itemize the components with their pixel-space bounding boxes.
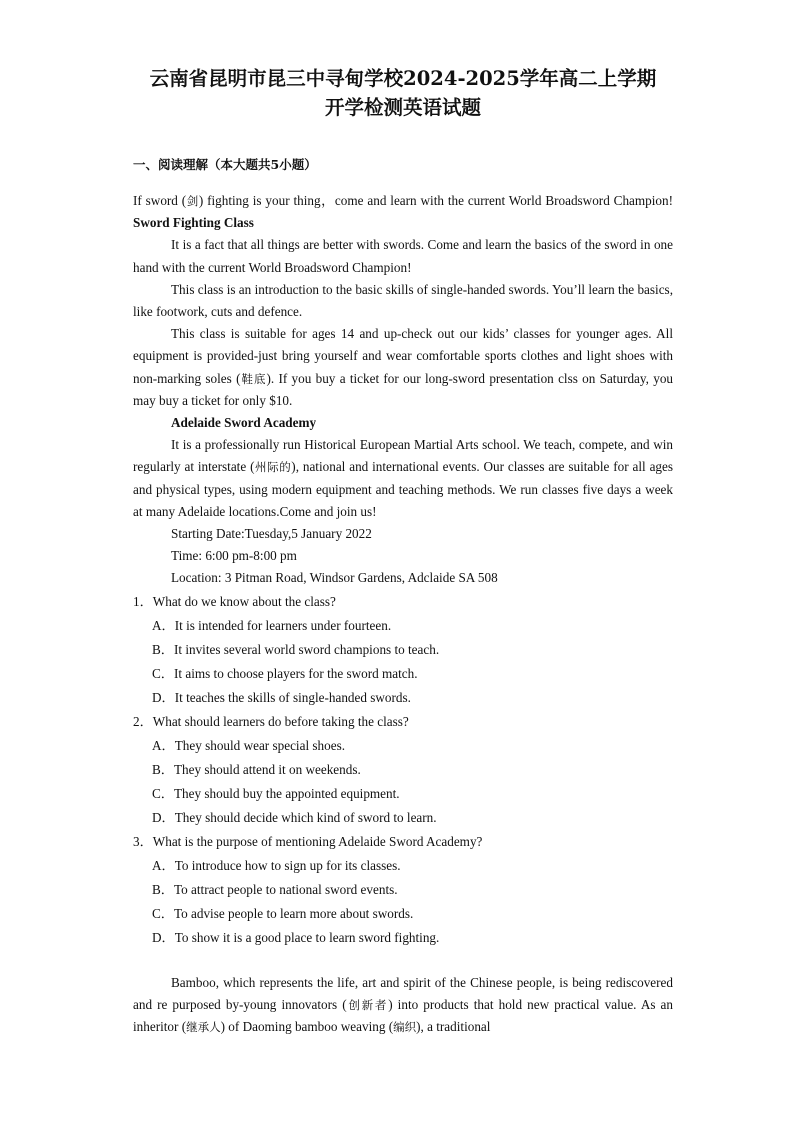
p2-text-b: ) into products that hold new practical value. As an inheritor ( (133, 996, 673, 1035)
paragraph-3 (133, 323, 673, 412)
passage-intro (133, 190, 673, 234)
p2-gloss-3: 编织 (393, 1020, 417, 1035)
question-3 (133, 830, 673, 950)
class-title: Sword Fighting Class (133, 215, 254, 231)
para3-text: This class is suitable for ages 14 and up-check out our kids’ classes for younger ages. All equipment is provided-just bring yourself and wear comfortable sports clothes and light shoes with non-marking soles ( (133, 326, 673, 386)
option-d[interactable]: D．To show it is a good place to learn sword fighting. (152, 929, 440, 945)
option-d[interactable]: D．It teaches the skills of single-handed swords. (152, 689, 411, 705)
section-heading: 一、阅读理解（本大题共5小题） (133, 157, 317, 172)
p2-text-a: Bamboo, which represents the life, art and spirit of the Chinese people, is being rediscovered and re purposed by-young innovators ( (133, 974, 673, 1012)
intro-text-cont: ) fighting is your thing，come and learn with the current World Broadsword Champion! (198, 193, 673, 208)
option-c[interactable]: C．They should buy the appointed equipment. (152, 785, 400, 801)
title-line-1: 云南省昆明市昆三中寻甸学校2024-2025学年高二上学期 (149, 67, 657, 90)
class-time: Time: 6:00 pm-8:00 pm (171, 548, 297, 564)
document-title (127, 64, 679, 122)
question-1 (133, 590, 673, 710)
p2-gloss-2: 继承人 (186, 1020, 221, 1035)
start-date: Starting Date:Tuesday,5 January 2022 (171, 526, 372, 542)
para3-text-cont: ). If you buy a ticket for our long-sword presentation clss on Saturday, you may buy a ticket for only $10. (133, 370, 674, 408)
option-b[interactable]: B．To attract people to national sword events. (152, 881, 398, 897)
paragraph-4 (133, 434, 673, 523)
class-location: Location: 3 Pitman Road, Windsor Gardens, Adclaide SA 508 (171, 570, 498, 586)
para4-text-cont: ), national and international events. Our classes are suitable for all ages and physical types, using modern equipment and teaching methods. We run classes five days a week at many Adelaide locations.Come and join us! (133, 459, 674, 519)
p2-text-d: ), a traditional (416, 1019, 491, 1035)
option-c[interactable]: C．To advise people to learn more about swords. (152, 905, 414, 921)
passage-1 (133, 190, 673, 590)
option-a[interactable]: A．To introduce how to sign up for its classes. (152, 857, 401, 873)
para4-text: It is a professionally run Historical European Martial Arts school. We teach, compete, and win regularly at interstate ( (133, 437, 673, 475)
question-stem: 2．What should learners do before taking the class? (133, 713, 409, 729)
question-2 (133, 710, 673, 830)
option-c[interactable]: C．It aims to choose players for the sword match. (152, 665, 418, 681)
title-line-2: 开学检测英语试题 (324, 96, 481, 119)
passage-2 (133, 972, 673, 1039)
exam-page (133, 64, 673, 1038)
para3-gloss: 鞋底 (240, 371, 267, 386)
intro-text: If sword ( (133, 193, 187, 208)
option-d[interactable]: D．They should decide which kind of sword to learn. (152, 809, 437, 825)
question-stem: 1．What do we know about the class? (133, 593, 336, 609)
spacer (133, 950, 673, 972)
option-b[interactable]: B．They should attend it on weekends. (152, 761, 361, 777)
p2-text-c: ) of Daoming bamboo weaving ( (220, 1019, 394, 1035)
academy-title: Adelaide Sword Academy (171, 415, 317, 431)
paragraph-2: This class is an introduction to the basic skills of single-handed swords. You’ll learn the basics, like footwork, cuts and defence. (133, 281, 673, 320)
intro-gloss: 剑 (186, 194, 199, 208)
para4-gloss: 州际的 (254, 460, 292, 475)
option-a[interactable]: A．They should wear special shoes. (152, 737, 346, 753)
option-b[interactable]: B．It invites several world sword champions to teach. (152, 641, 440, 657)
paragraph-1: It is a fact that all things are better with swords. Come and learn the basics of the sword in one hand with the current World Broadsword Champion! (133, 237, 673, 275)
p2-gloss-1: 创新者 (346, 997, 389, 1012)
question-stem: 3．What is the purpose of mentioning Adelaide Sword Academy? (133, 833, 483, 849)
passage-2-text (133, 972, 673, 1039)
option-a[interactable]: A．It is intended for learners under fourteen. (152, 617, 392, 633)
